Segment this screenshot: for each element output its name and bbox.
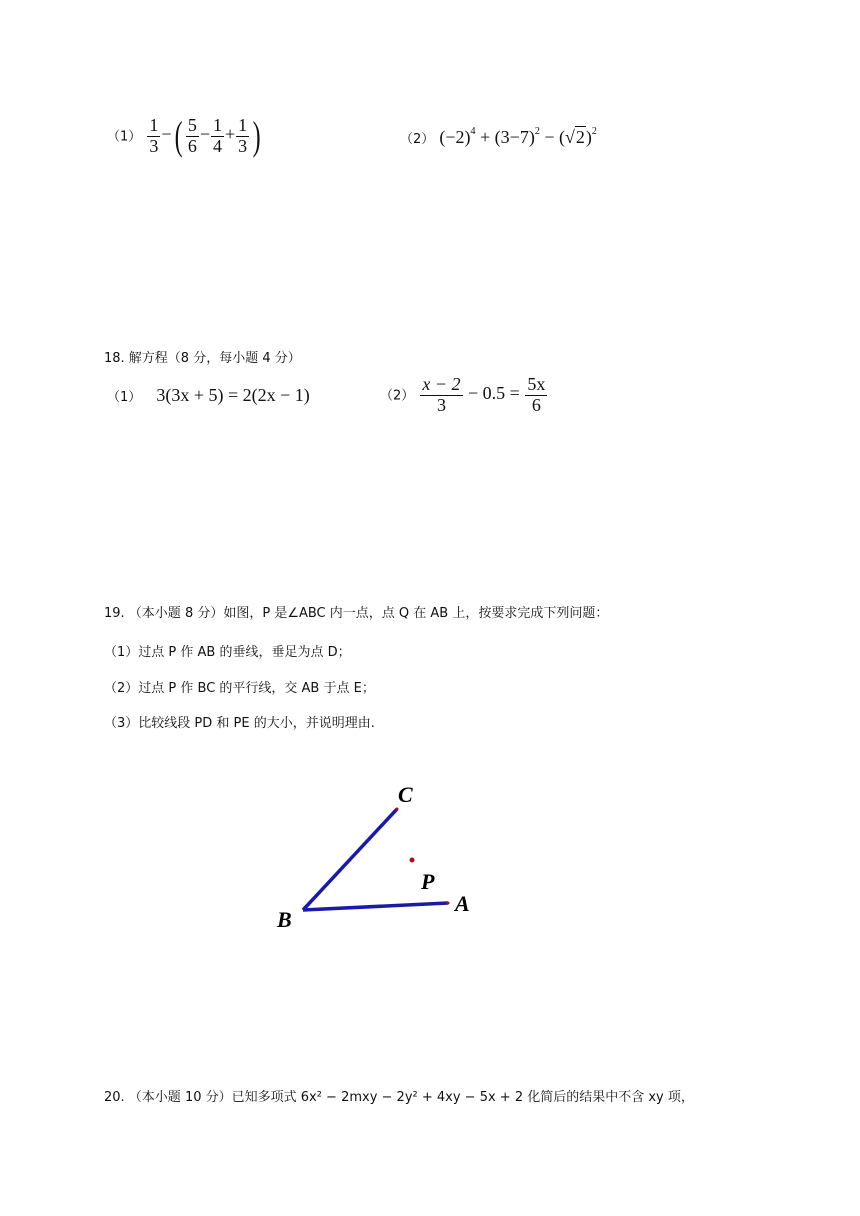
q20-title: 20. （本小题 10 分）已知多项式 6x² − 2mxy − 2y² + 4xy − 5x + 2 化简后的结果中不含 xy 项， [104, 1090, 694, 1105]
q19-item-3: （3）比较线段 PD 和 PE 的大小，并说明理由. [104, 716, 375, 731]
q19-item-1: （1）过点 P 作 AB 的垂线，垂足为点 D； [104, 645, 351, 660]
q18-part1-equation: 3(3x + 5) = 2(2x − 1) [156, 385, 310, 405]
label-b: B [277, 907, 292, 932]
q18-title: 18. 解方程（8 分，每小题 4 分） [104, 351, 301, 366]
q17-part1-expression: $\frac{1}{3}$ −( $\frac{5}{6}$ − $\frac{1}{4}$ + $\frac{1}{3}$ ) [149, 113, 261, 159]
q18-part1-index: （1） [107, 390, 142, 405]
point-a-dot [447, 902, 450, 905]
q19-title: 19. （本小题 8 分）如图，P 是∠ABC 内一点，点 Q 在 AB 上，按要求完成下列问题： [104, 606, 609, 621]
q17-part1-index: （1） [107, 129, 142, 145]
q19-item-2: （2）过点 P 作 BC 的平行线，交 AB 于点 E； [104, 681, 375, 696]
label-a: A [455, 891, 470, 916]
segment-ba [303, 903, 448, 910]
segment-bc [303, 809, 397, 910]
q17-part2-expression: $(-2)^4 + (3-7)^2 - (√2)^2$ [439, 126, 597, 147]
label-p: P [421, 869, 435, 894]
q17-part2-index: （2） [400, 132, 435, 147]
label-c: C [398, 782, 413, 807]
point-p [410, 858, 415, 863]
q18-part2-index: （2） [380, 388, 415, 404]
point-c-dot [396, 808, 399, 811]
q18-part2-equation: $\frac{x - 2}{3}$ − 0.5 = $\frac{5x}{6}$ [422, 374, 546, 415]
